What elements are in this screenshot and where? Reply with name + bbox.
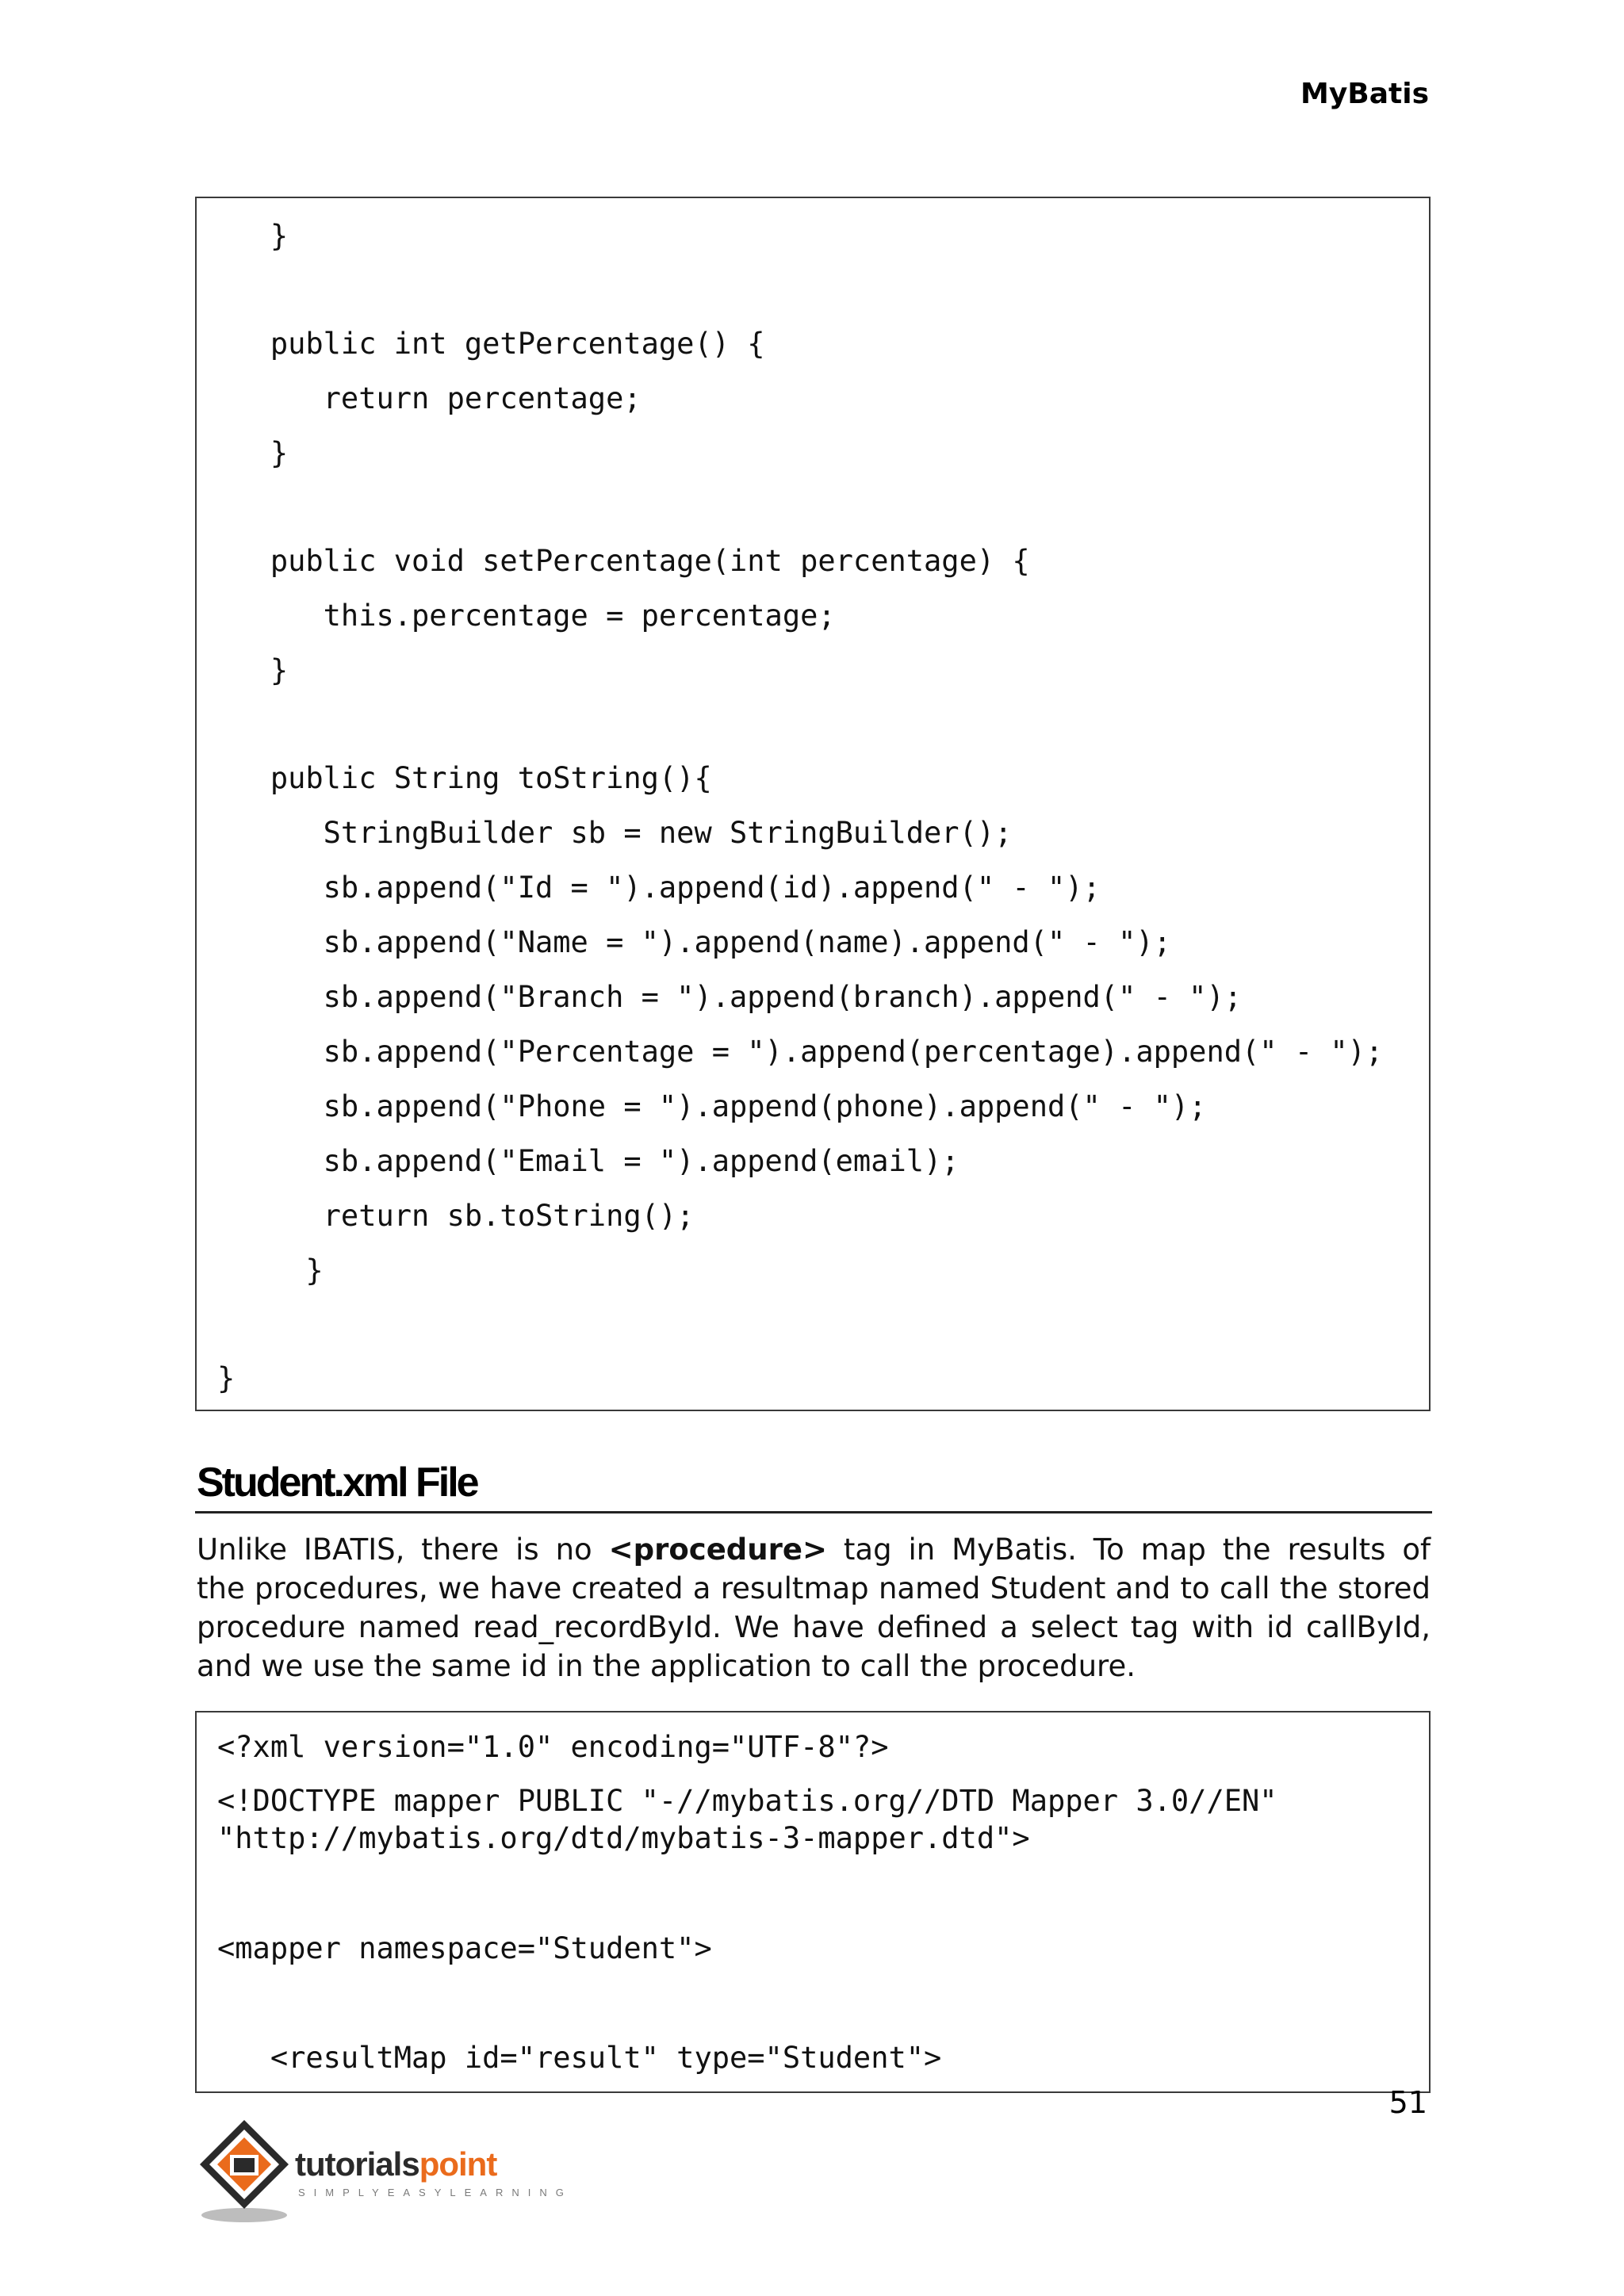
code-line: public int getPercentage() { bbox=[217, 327, 765, 361]
code-line: } bbox=[217, 436, 289, 470]
procedure-tag-text: <procedure> bbox=[608, 1533, 827, 1567]
paragraph-text: tag in MyBatis. To map the results of bbox=[826, 1533, 1431, 1567]
code-line: sb.append("Name = ").append(name).append(" - "); bbox=[217, 925, 1171, 959]
code-line: sb.append("Email = ").append(email); bbox=[217, 1144, 959, 1178]
code-line: StringBuilder sb = new StringBuilder(); bbox=[217, 816, 1013, 850]
code-line: sb.append("Id = ").append(id).append(" - "); bbox=[217, 871, 1101, 905]
logo-word-tutorials: tutorials bbox=[295, 2145, 419, 2183]
logo-diamond-icon bbox=[195, 2117, 298, 2228]
code-line: <mapper namespace="Student"> bbox=[217, 1931, 712, 1965]
running-header: MyBatis bbox=[1300, 78, 1429, 110]
section-heading: Student.xml File bbox=[197, 1460, 477, 1506]
paragraph-text: Unlike IBATIS, there is no bbox=[197, 1533, 609, 1567]
code-line: <resultMap id="result" type="Student"> bbox=[217, 2041, 942, 2075]
code-block-xml bbox=[195, 1711, 1431, 2093]
logo-wordmark bbox=[295, 2145, 496, 2183]
heading-underline bbox=[195, 1511, 1432, 1513]
paragraph-line: procedure named read_recordById. We have defined a select tag with id callById, bbox=[197, 1610, 1431, 1644]
code-line: this.percentage = percentage; bbox=[217, 599, 836, 633]
page-number: 51 bbox=[1388, 2085, 1427, 2120]
paragraph-line bbox=[197, 1530, 1431, 1569]
code-line: return sb.toString(); bbox=[217, 1199, 695, 1233]
paragraph-line: and we use the same id in the application to call the procedure. bbox=[197, 1649, 1136, 1683]
paragraph-line: the procedures, we have created a resultmap named Student and to call the stored bbox=[197, 1571, 1431, 1605]
code-line: <?xml version="1.0" encoding="UTF-8"?> bbox=[217, 1730, 889, 1764]
code-line: "http://mybatis.org/dtd/mybatis-3-mapper.dtd"> bbox=[217, 1821, 1030, 1855]
code-line: sb.append("Phone = ").append(phone).append(" - "); bbox=[217, 1089, 1207, 1123]
logo-word-point: point bbox=[419, 2145, 497, 2183]
code-line: sb.append("Percentage = ").append(percentage).append(" - "); bbox=[217, 1035, 1384, 1069]
logo-tagline: SIMPLYEASYLEARNING bbox=[298, 2187, 573, 2198]
code-line: sb.append("Branch = ").append(branch).append(" - "); bbox=[217, 980, 1243, 1014]
code-line: public void setPercentage(int percentage) { bbox=[217, 544, 1030, 578]
code-line: } bbox=[217, 1253, 324, 1288]
code-line: } bbox=[217, 219, 289, 253]
tutorialspoint-logo bbox=[195, 2117, 573, 2228]
code-line: } bbox=[217, 1361, 236, 1395]
code-block-java bbox=[195, 197, 1431, 1411]
code-line: public String toString(){ bbox=[217, 761, 712, 795]
code-line: <!DOCTYPE mapper PUBLIC "-//mybatis.org//DTD Mapper 3.0//EN" bbox=[217, 1784, 1277, 1818]
code-line: return percentage; bbox=[217, 381, 642, 415]
code-line: } bbox=[217, 653, 289, 687]
